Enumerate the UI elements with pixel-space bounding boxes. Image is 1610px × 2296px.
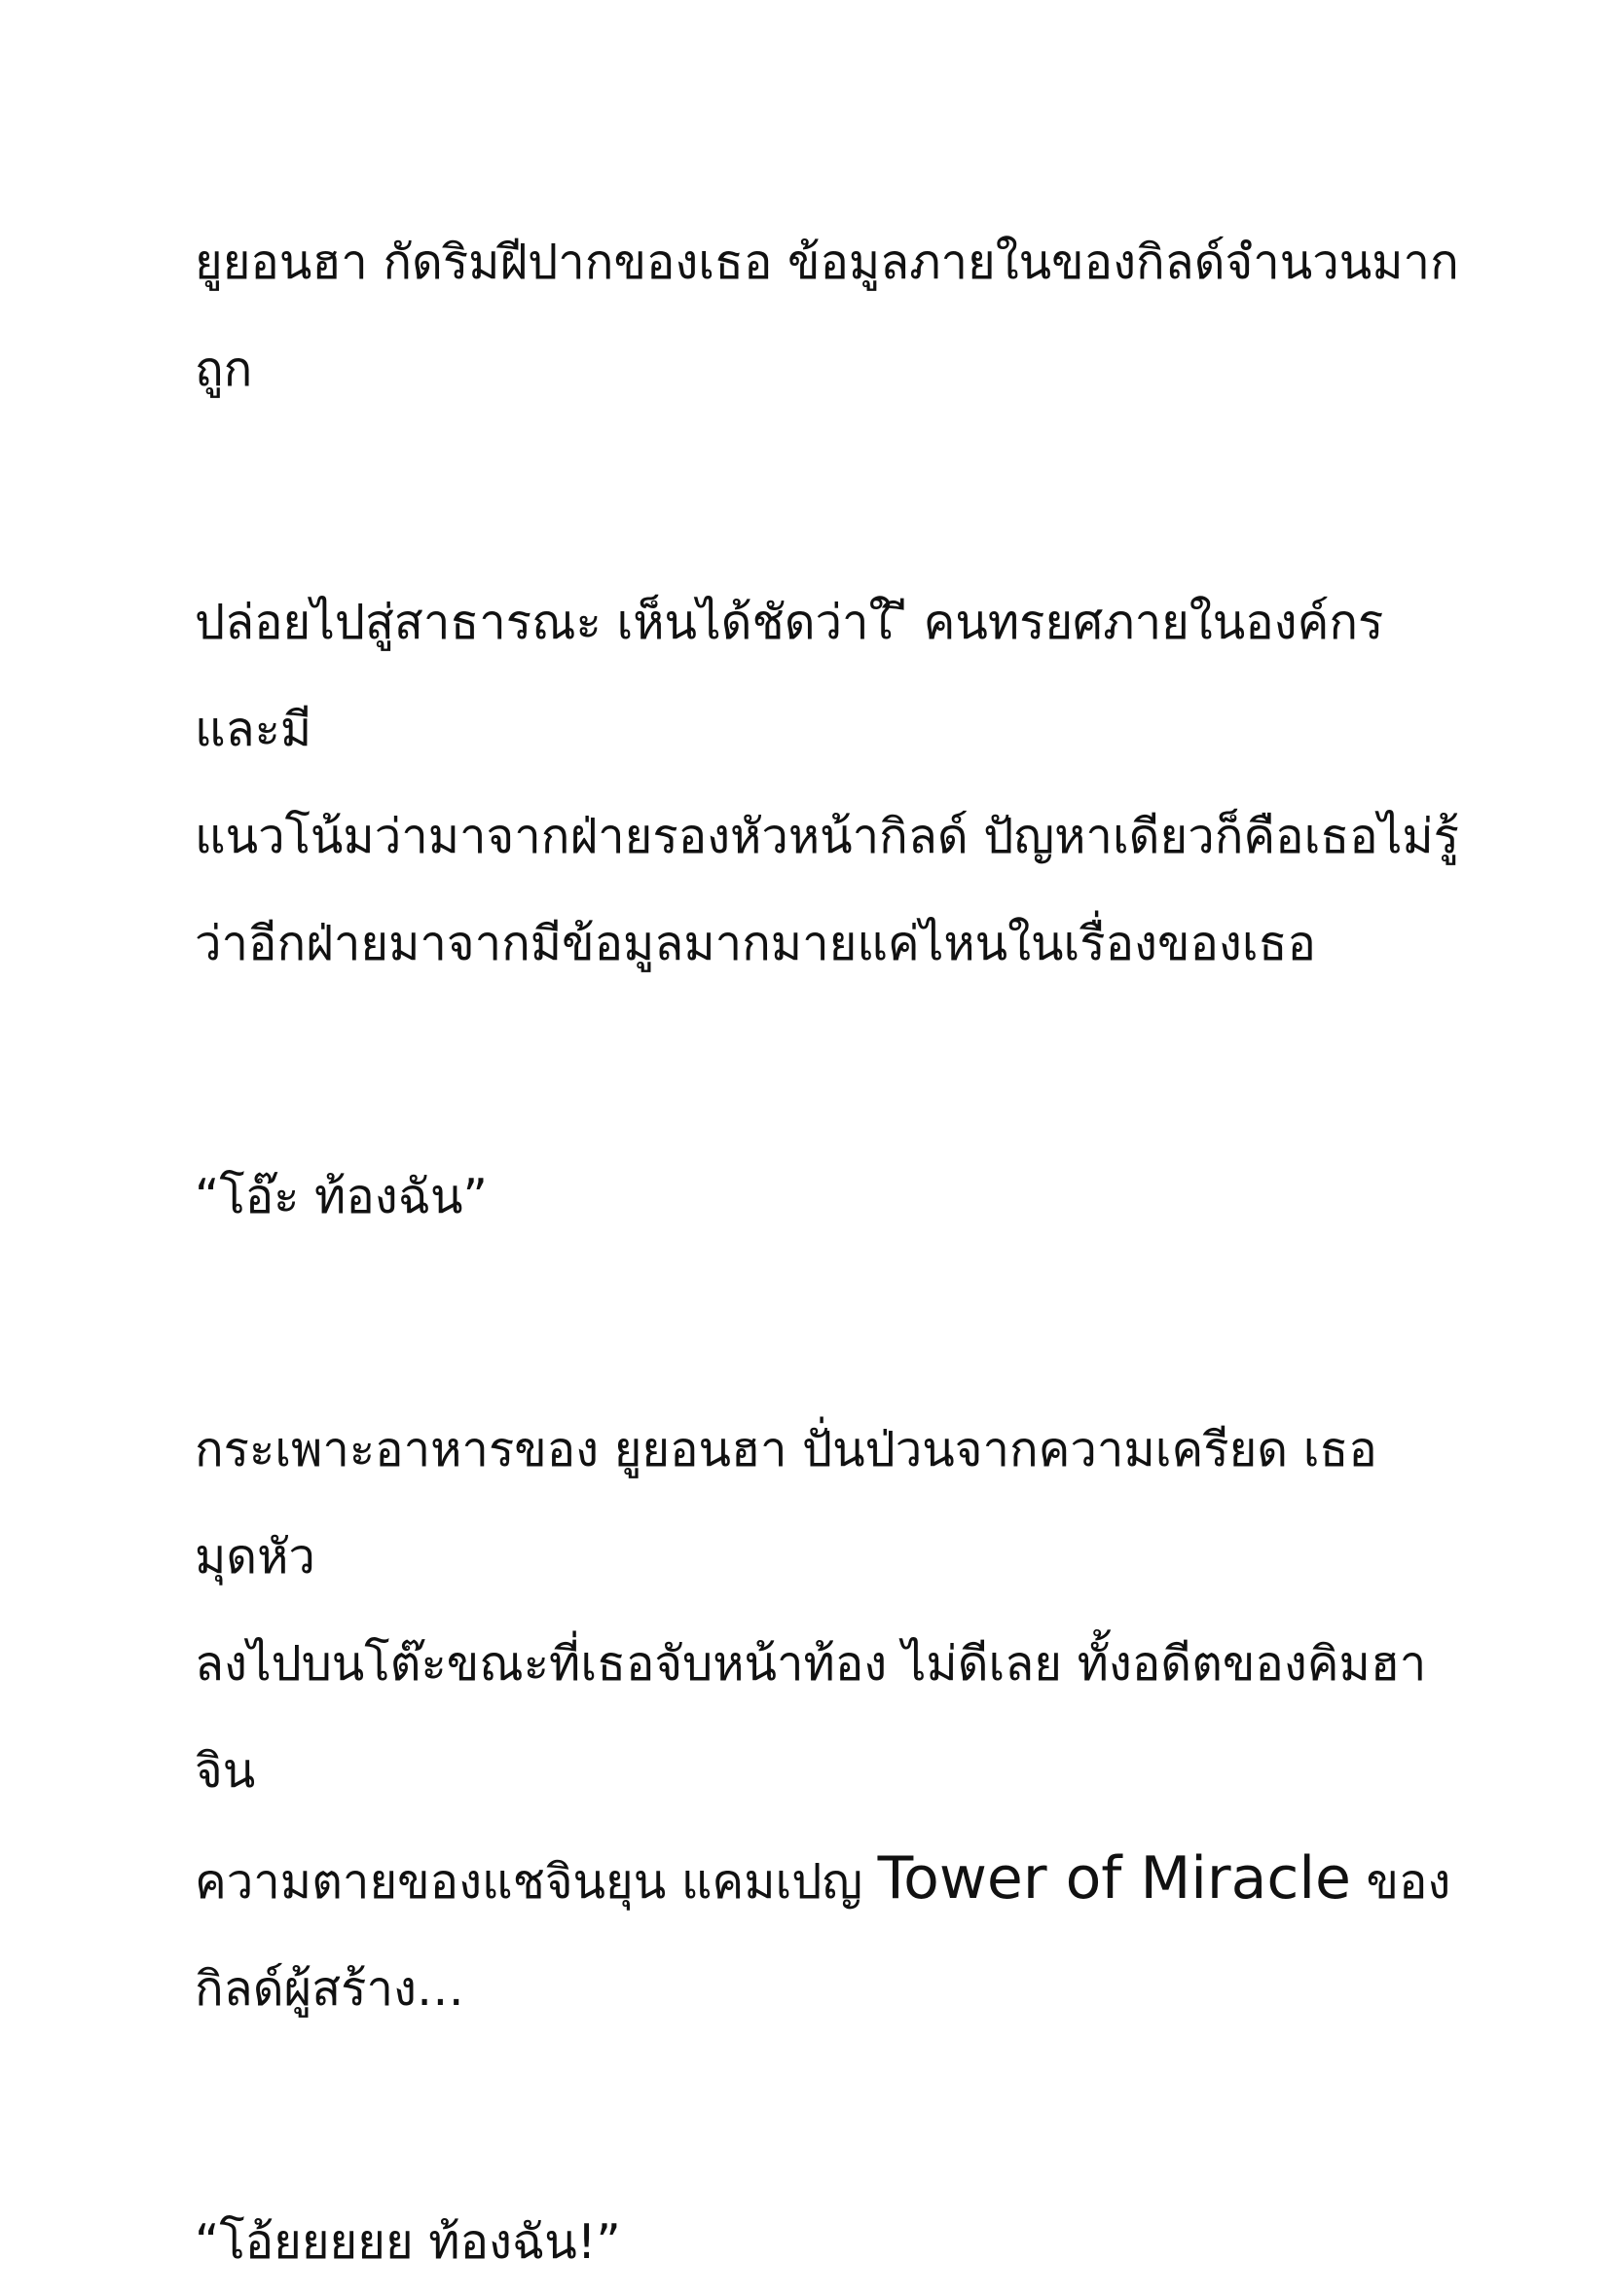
dialogue-2 — [195, 2189, 1460, 2296]
paragraph-3-line-4: กิลด์ผู้สร้าง… — [195, 1961, 464, 2017]
paragraph-3-line-2: ลงไปบนโต๊ะขณะที่เธอจับหน้าท้อง ไม่ดีเลย ทั้งอดีตของคิมฮาจิน — [195, 1636, 1427, 1799]
document-body — [195, 209, 1460, 2296]
paragraph-2-line-2: แนวโน้มว่ามาจากฝ่ายรองหัวหน้ากิลด์ ปัญหาเดียวก็คือเธอไม่รู้ — [195, 809, 1459, 864]
paragraph-2-line-1: ปล่อยไปสู่สาธารณะ เห็นได้ชัดว่าใ ี คนทรยศภายในองค์กรและมี — [195, 595, 1384, 757]
campaign-title: Tower of Miracle — [877, 1844, 1351, 1913]
paragraph-1 — [195, 209, 1460, 423]
paragraph-2-line-3: ว่าอีกฝ่ายมาจากมีข้อมูลมากมายแค่ไหนในเรื่องของเธอ — [195, 916, 1316, 971]
paragraph-3 — [195, 1397, 1460, 2043]
paragraph-3-line-3-before: ความตายของแชจินยุน แคมเปญ — [195, 1854, 878, 1910]
paragraph-1-line-1: ยูยอนฮา กัดริมฝีปากของเธอ ข้อมูลภายในของกิลด์จำนวนมาก — [195, 235, 1459, 290]
paragraph-spacer — [195, 998, 1460, 1144]
paragraph-3-line-1: กระเพาะอาหารของ ยูยอนฮา ปั่นป่วนจากความเครียด เธอมุดหัว — [195, 1422, 1377, 1585]
paragraph-spacer — [195, 2043, 1460, 2189]
dialogue-1 — [195, 1144, 1460, 1251]
dialogue-2-line: “โอ้ยยยยย ท้องฉัน!” — [195, 2214, 621, 2270]
paragraph-1-line-2: ถูก — [195, 342, 253, 397]
paragraph-spacer — [195, 423, 1460, 569]
paragraph-spacer — [195, 1251, 1460, 1397]
paragraph-3-line-3-after: ของ — [1350, 1854, 1451, 1910]
dialogue-1-line: “โอ๊ะ ท้องฉัน” — [195, 1169, 488, 1224]
paragraph-2 — [195, 569, 1460, 998]
